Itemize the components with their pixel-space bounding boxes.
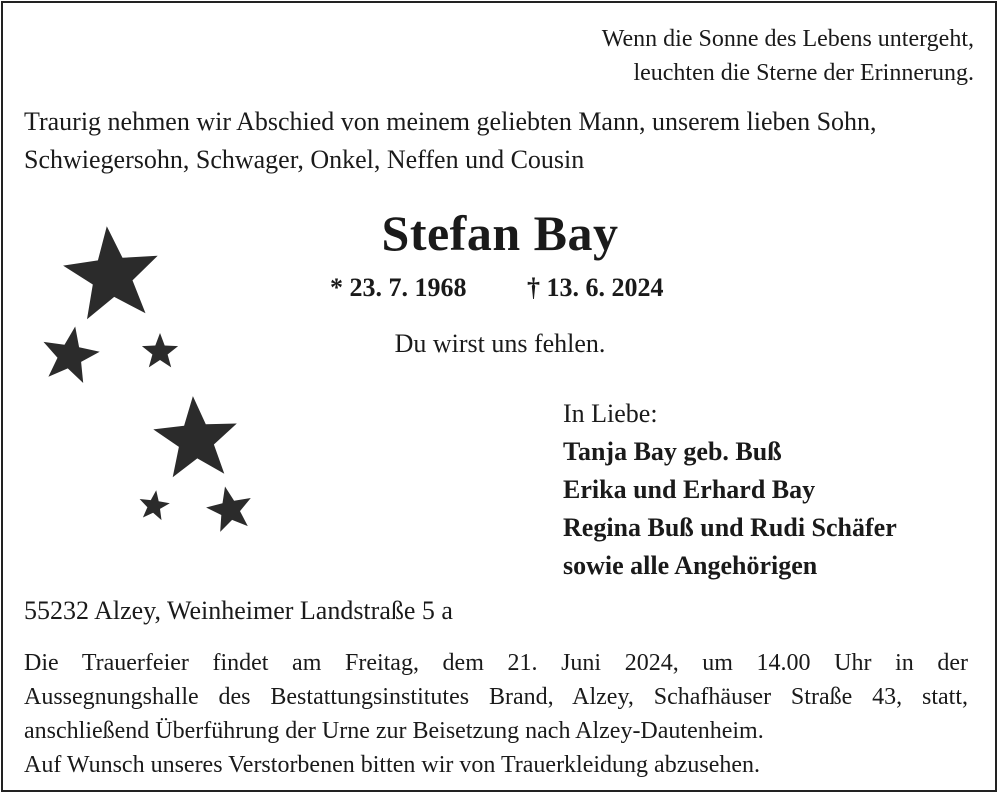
star-icon: [153, 396, 237, 477]
birth-date: * 23. 7. 1968: [330, 273, 467, 302]
star-group: [44, 226, 251, 532]
notice-line-3: anschließend Überführung der Urne zur Beisetzung nach Alzey-Dautenheim.: [24, 718, 764, 744]
deceased-name: Stefan Bay: [381, 205, 619, 261]
star-icon: [142, 333, 178, 367]
mourner-name: Erika und Erhard Bay: [563, 475, 816, 504]
notice-line-1: Die Trauerfeier findet am Freitag, dem 21. Juni 2024, um 14.00 Uhr in der: [24, 650, 968, 676]
farewell-text: Du wirst uns fehlen.: [394, 329, 606, 358]
funeral-notice: [24, 646, 968, 782]
stars-decoration: [30, 222, 270, 542]
mourner-name: Tanja Bay geb. Buß: [563, 437, 782, 466]
intro-line-1: Traurig nehmen wir Abschied von meinem geliebten Mann, unserem lieben Sohn,: [24, 107, 877, 136]
notice-line-4: Auf Wunsch unseres Verstorbenen bitten wir von Trauerkleidung abzusehen.: [24, 752, 760, 778]
mourner-name: Regina Buß und Rudi Schäfer: [563, 513, 897, 542]
address: 55232 Alzey, Weinheimer Landstraße 5 a: [24, 596, 453, 625]
death-date: † 13. 6. 2024: [527, 273, 664, 302]
mourners-heading: In Liebe:: [563, 399, 658, 428]
motto-line-1: Wenn die Sonne des Lebens untergeht,: [601, 26, 974, 52]
star-icon: [44, 327, 100, 384]
notice-line-2: Aussegnungshalle des Bestattungsinstitutes Brand, Alzey, Schafhäuser Straße 43, statt,: [24, 684, 968, 710]
motto-line-2: leuchten die Sterne der Erinnerung.: [633, 60, 974, 86]
mourner-name: sowie alle Angehörigen: [563, 551, 818, 580]
star-icon: [140, 490, 170, 520]
motto-quote: [602, 22, 974, 90]
mourners-names: [563, 433, 897, 585]
intro-text: [24, 103, 984, 179]
star-icon: [63, 226, 158, 319]
mourners-block: [563, 395, 897, 585]
star-icon: [206, 487, 251, 532]
intro-line-2: Schwiegersohn, Schwager, Onkel, Neffen und Cousin: [24, 145, 585, 174]
